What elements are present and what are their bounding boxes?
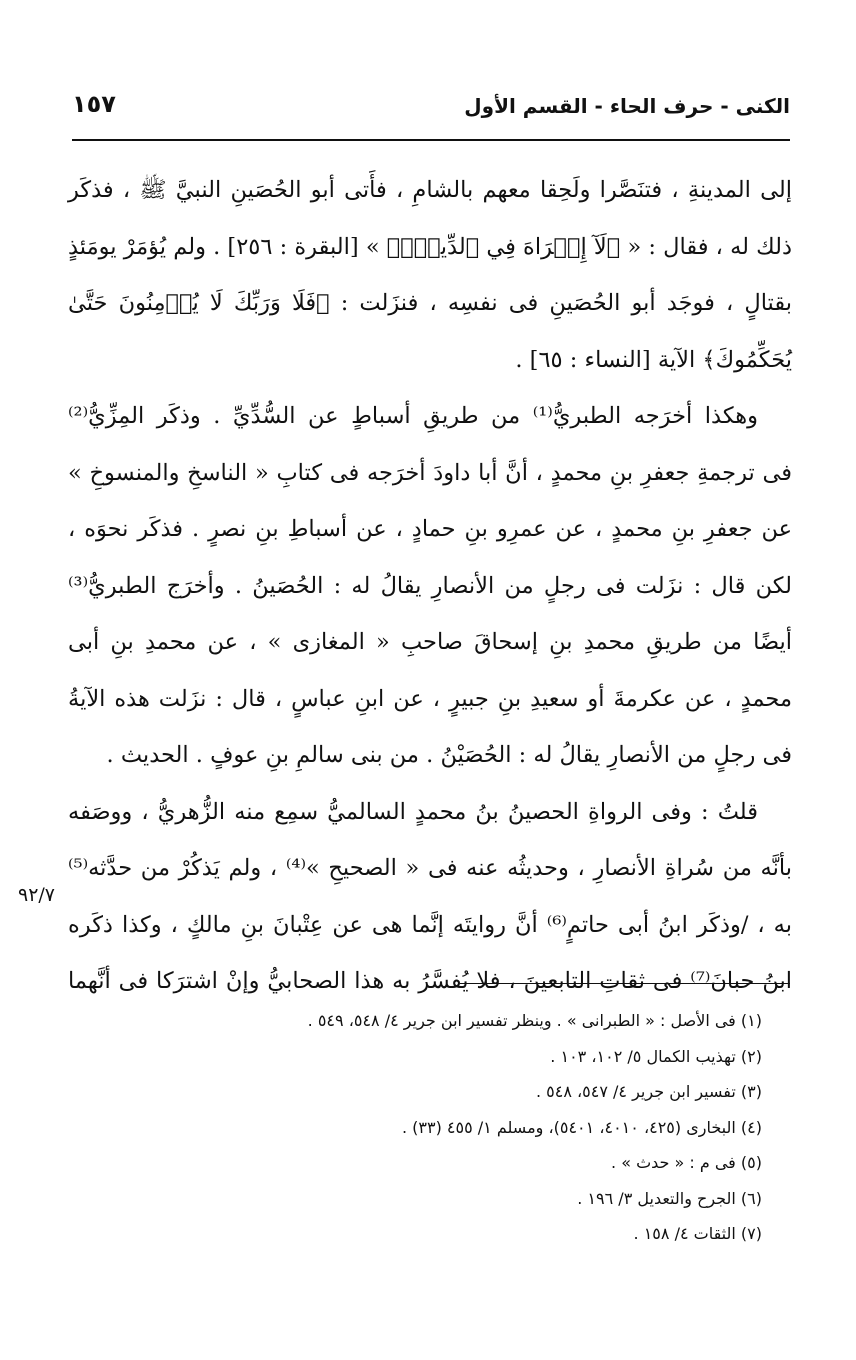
footnote-5: (٥) فى م : « حدث » . <box>611 1153 762 1172</box>
text-line: فى رجلٍ من الأنصارِ يقالُ له : الحُصَيْنُ . من بنى سالمِ بنِ عوفٍ . الحديث . <box>106 742 792 768</box>
text-line: أيضًا من طريقِ محمدِ بنِ إسحاقَ صاحبِ « المغازى » ، عن محمدِ بنِ أبى <box>68 629 792 655</box>
footnote-3: (٣) تفسير ابن جرير ٤/ ٥٤٧، ٥٤٨ . <box>535 1082 762 1101</box>
margin-volume-page-note: ٩٢/٧ <box>18 884 56 906</box>
main-text <box>68 162 792 1010</box>
text-line: محمدٍ ، عن عكرمةَ أو سعيدِ بنِ جبيرٍ ، عن ابنِ عباسٍ ، قال : نزَلت هذه الآيةُ <box>68 685 792 712</box>
header-rule <box>72 139 790 141</box>
footnote-4: (٤) البخارى (٤٢٥، ٤٠١٠، ٥٤٠١)، ومسلم ١/ ٤٥٥ (٣٣) . <box>401 1117 762 1137</box>
text-line: ابنُ حبانَ⁽⁷⁾ فى ثقاتِ التابعينَ ، فلا يُفسَّرُ به هذا الصحابيُّ وإنْ اشترَكا فى أنَّهما <box>68 968 792 994</box>
footnotes <box>82 1003 762 1252</box>
text-line: ذلك له ، فقال : « ﴿لَآ إِكۡرَاهَ فِي ٱلدِّينِۖ﴾ » [البقرة : ٢٥٦] . ولم يُؤمَرْ يومَئذٍ <box>68 233 792 260</box>
text-line: عن جعفرِ بنِ محمدٍ ، عن عمرِو بنِ حمادٍ ، عن أسباطِ بنِ نصرٍ . فذكَر نحوَه ، <box>68 516 792 542</box>
text-line: وهكذا أخرَجه الطبريُّ⁽¹⁾ من طريقِ أسباطٍ عن السُّدِّيِّ . وذكَر المِزِّيُّ⁽²⁾ <box>68 403 758 429</box>
footnote-7: (٧) الثقات ٤/ ١٥٨ . <box>633 1224 762 1243</box>
text-line: لكن قال : نزَلت فى رجلٍ من الأنصارِ يقالُ له : الحُصَينُ . وأخرَج الطبريُّ⁽³⁾ <box>68 572 792 599</box>
text-line: يُحَكِّمُوكَ﴾ الآية [النساء : ٦٥] . <box>515 346 792 373</box>
text-line: به ، /وذكَر ابنُ أبى حاتمٍ⁽⁶⁾ أنَّ روايتَه إنَّما هى عن عِتْبانَ بنِ مالكٍ ، وكذا ذكَره <box>68 911 793 938</box>
footnote-1: (١) فى الأصل : « الطبرانى » . وينظر تفسير ابن جرير ٤/ ٥٤٨، ٥٤٩ . <box>307 1011 762 1030</box>
footnote-separator <box>460 983 790 984</box>
text-line: إلى المدينةِ ، فتنَصَّرا ولَحِقا معهم بالشامِ ، فأَتى أبو الحُصَينِ النبيَّ ﷺ ، فذكَر <box>68 177 792 203</box>
running-header <box>72 86 790 126</box>
text-line: فى ترجمةِ جعفرِ بنِ محمدٍ ، أنَّ أبا داودَ أخرَجه فى كتابِ « الناسخِ والمنسوخِ » <box>68 459 792 486</box>
footnote-6: (٦) الجرح والتعديل ٣/ ١٩٦ . <box>577 1188 762 1208</box>
text-line: بقتالٍ ، فوجَد أبو الحُصَينِ فى نفسِه ، فنزَلت : ﴿فَلَا وَرَبِّكَ لَا يُؤۡمِنُونَ حَتَّىٰ <box>68 290 792 316</box>
text-line: قلتُ : وفى الرواةِ الحصينُ بنُ محمدٍ السالميُّ سمِع منه الزُّهريُّ ، ووصَفه <box>68 798 758 825</box>
running-title: الكنى - حرف الحاء - القسم الأول <box>464 94 790 118</box>
footnote-2: (٢) تهذيب الكمال ٥/ ١٠٢، ١٠٣ . <box>550 1046 762 1066</box>
page-number: ١٥٧ <box>72 90 116 118</box>
text-line: بأنَّه من سُراةِ الأنصارِ ، وحديثُه عنه فى « الصحيحِ »⁽⁴⁾ ، ولم يَذكُرْ من حدَّثه⁽⁵⁾ <box>68 855 792 881</box>
